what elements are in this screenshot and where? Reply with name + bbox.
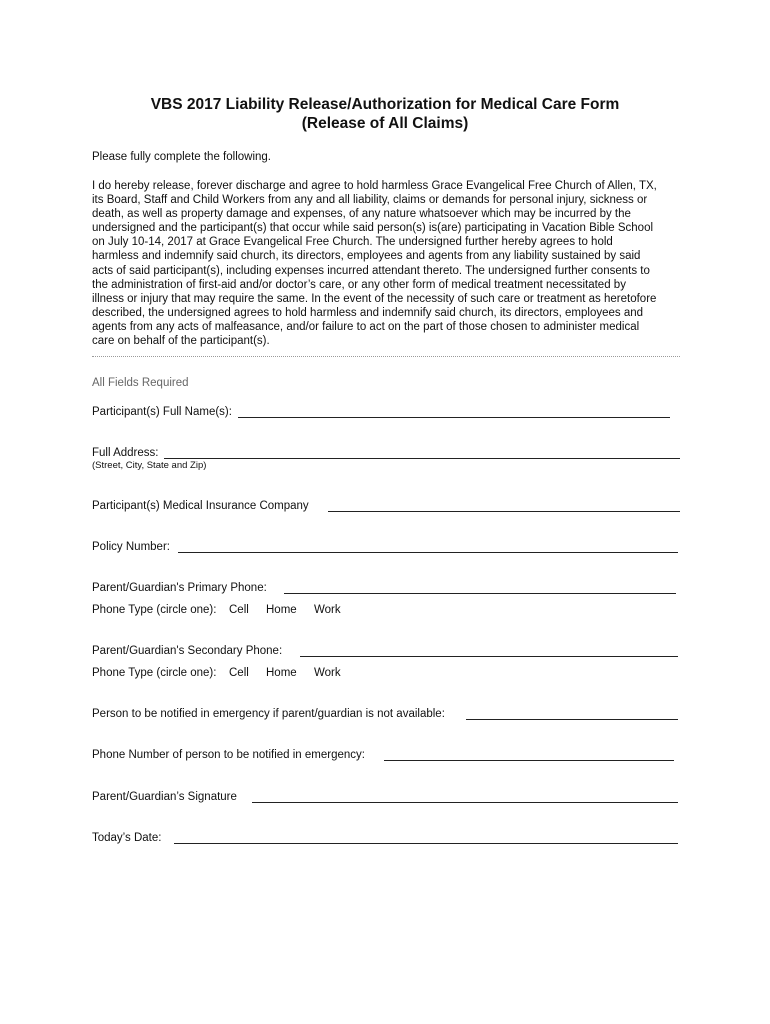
phone-type-work[interactable]: Work xyxy=(314,604,341,616)
phone-type-work[interactable]: Work xyxy=(314,667,341,679)
release-paragraph xyxy=(92,179,684,348)
emergency-phone-label: Phone Number of person to be notified in emergency: xyxy=(92,749,365,761)
todays-date-field xyxy=(92,831,682,847)
primary-phone-label: Parent/Guardian's Primary Phone: xyxy=(92,582,267,594)
signature-field xyxy=(92,790,682,806)
paragraph-line: agents from any acts of malfeasance, and/or failure to act on the part of those chosen to administer medical xyxy=(92,320,640,333)
full-address-input-line[interactable] xyxy=(164,458,680,459)
secondary-phone-input-line[interactable] xyxy=(300,656,678,657)
intro-text: Please fully complete the following. xyxy=(92,151,271,163)
policy-number-input-line[interactable] xyxy=(178,552,678,553)
participant-name-field xyxy=(92,405,672,421)
paragraph-line: the administration of first-aid and/or doctor’s care, or any other form of medical treatment necessitated by xyxy=(92,278,626,291)
insurance-company-field xyxy=(92,499,682,515)
signature-label: Parent/Guardian’s Signature xyxy=(92,791,237,803)
address-hint: (Street, City, State and Zip) xyxy=(92,460,207,471)
section-divider xyxy=(92,356,680,357)
paragraph-line: harmless and indemnify said church, its directors, employees and agents from any liability sustained by said xyxy=(92,250,641,263)
emergency-phone-input-line[interactable] xyxy=(384,760,674,761)
todays-date-input-line[interactable] xyxy=(174,843,678,844)
paragraph-line: illness or injury that may require the same. In the event of the necessity of such care or treatment as heretofore xyxy=(92,292,657,305)
participant-name-label: Participant(s) Full Name(s): xyxy=(92,406,232,418)
emergency-phone-field xyxy=(92,748,682,764)
phone-type-home[interactable]: Home xyxy=(266,604,297,616)
full-address-label: Full Address: xyxy=(92,447,159,459)
phone-type-label: Phone Type (circle one): xyxy=(92,667,217,679)
todays-date-label: Today’s Date: xyxy=(92,832,162,844)
phone-type-label: Phone Type (circle one): xyxy=(92,604,217,616)
emergency-person-input-line[interactable] xyxy=(466,719,678,720)
insurance-company-label: Participant(s) Medical Insurance Company xyxy=(92,500,309,512)
paragraph-line: described, the undersigned agrees to hold harmless and indemnify said church, its directors, employees and xyxy=(92,306,644,319)
required-note: All Fields Required xyxy=(92,377,189,389)
secondary-phone-label: Parent/Guardian's Secondary Phone: xyxy=(92,645,283,657)
paragraph-line: care on behalf of the participant(s). xyxy=(92,335,270,348)
emergency-person-field xyxy=(92,707,682,723)
secondary-phone-field xyxy=(92,644,682,660)
paragraph-line: undersigned and the participant(s) that occur while said person(s) is(are) participating in Vacation Bible School xyxy=(92,222,654,235)
emergency-person-label: Person to be notified in emergency if parent/guardian is not available: xyxy=(92,708,445,720)
paragraph-line: its Board, Staff and Child Workers from any and all liability, claims or demands for personal injury, sickness or xyxy=(92,194,648,207)
form-subtitle: (Release of All Claims) xyxy=(301,115,469,132)
paragraph-line: death, as well as property damage and expenses, of any nature whatsoever which may be incurred by the xyxy=(92,208,631,221)
paragraph-line: I do hereby release, forever discharge and agree to hold harmless Grace Evangelical Free Church of Allen, TX, xyxy=(92,180,657,192)
paragraph-line: acts of said participant(s), including expenses incurred attendant thereto. The undersigned further consents to xyxy=(92,264,650,277)
participant-name-input-line[interactable] xyxy=(238,417,670,418)
policy-number-field xyxy=(92,540,682,556)
paragraph-line: on July 10-14, 2017 at Grace Evangelical Free Church. The undersigned further hereby agrees to hold xyxy=(92,236,613,249)
policy-number-label: Policy Number: xyxy=(92,541,170,553)
form-title: VBS 2017 Liability Release/Authorization for Medical Care Form xyxy=(150,96,620,113)
insurance-company-input-line[interactable] xyxy=(328,511,680,512)
phone-type-cell[interactable]: Cell xyxy=(229,604,249,616)
phone-type-cell[interactable]: Cell xyxy=(229,667,249,679)
signature-input-line[interactable] xyxy=(252,802,678,803)
primary-phone-field xyxy=(92,581,682,597)
primary-phone-input-line[interactable] xyxy=(284,593,676,594)
phone-type-home[interactable]: Home xyxy=(266,667,297,679)
